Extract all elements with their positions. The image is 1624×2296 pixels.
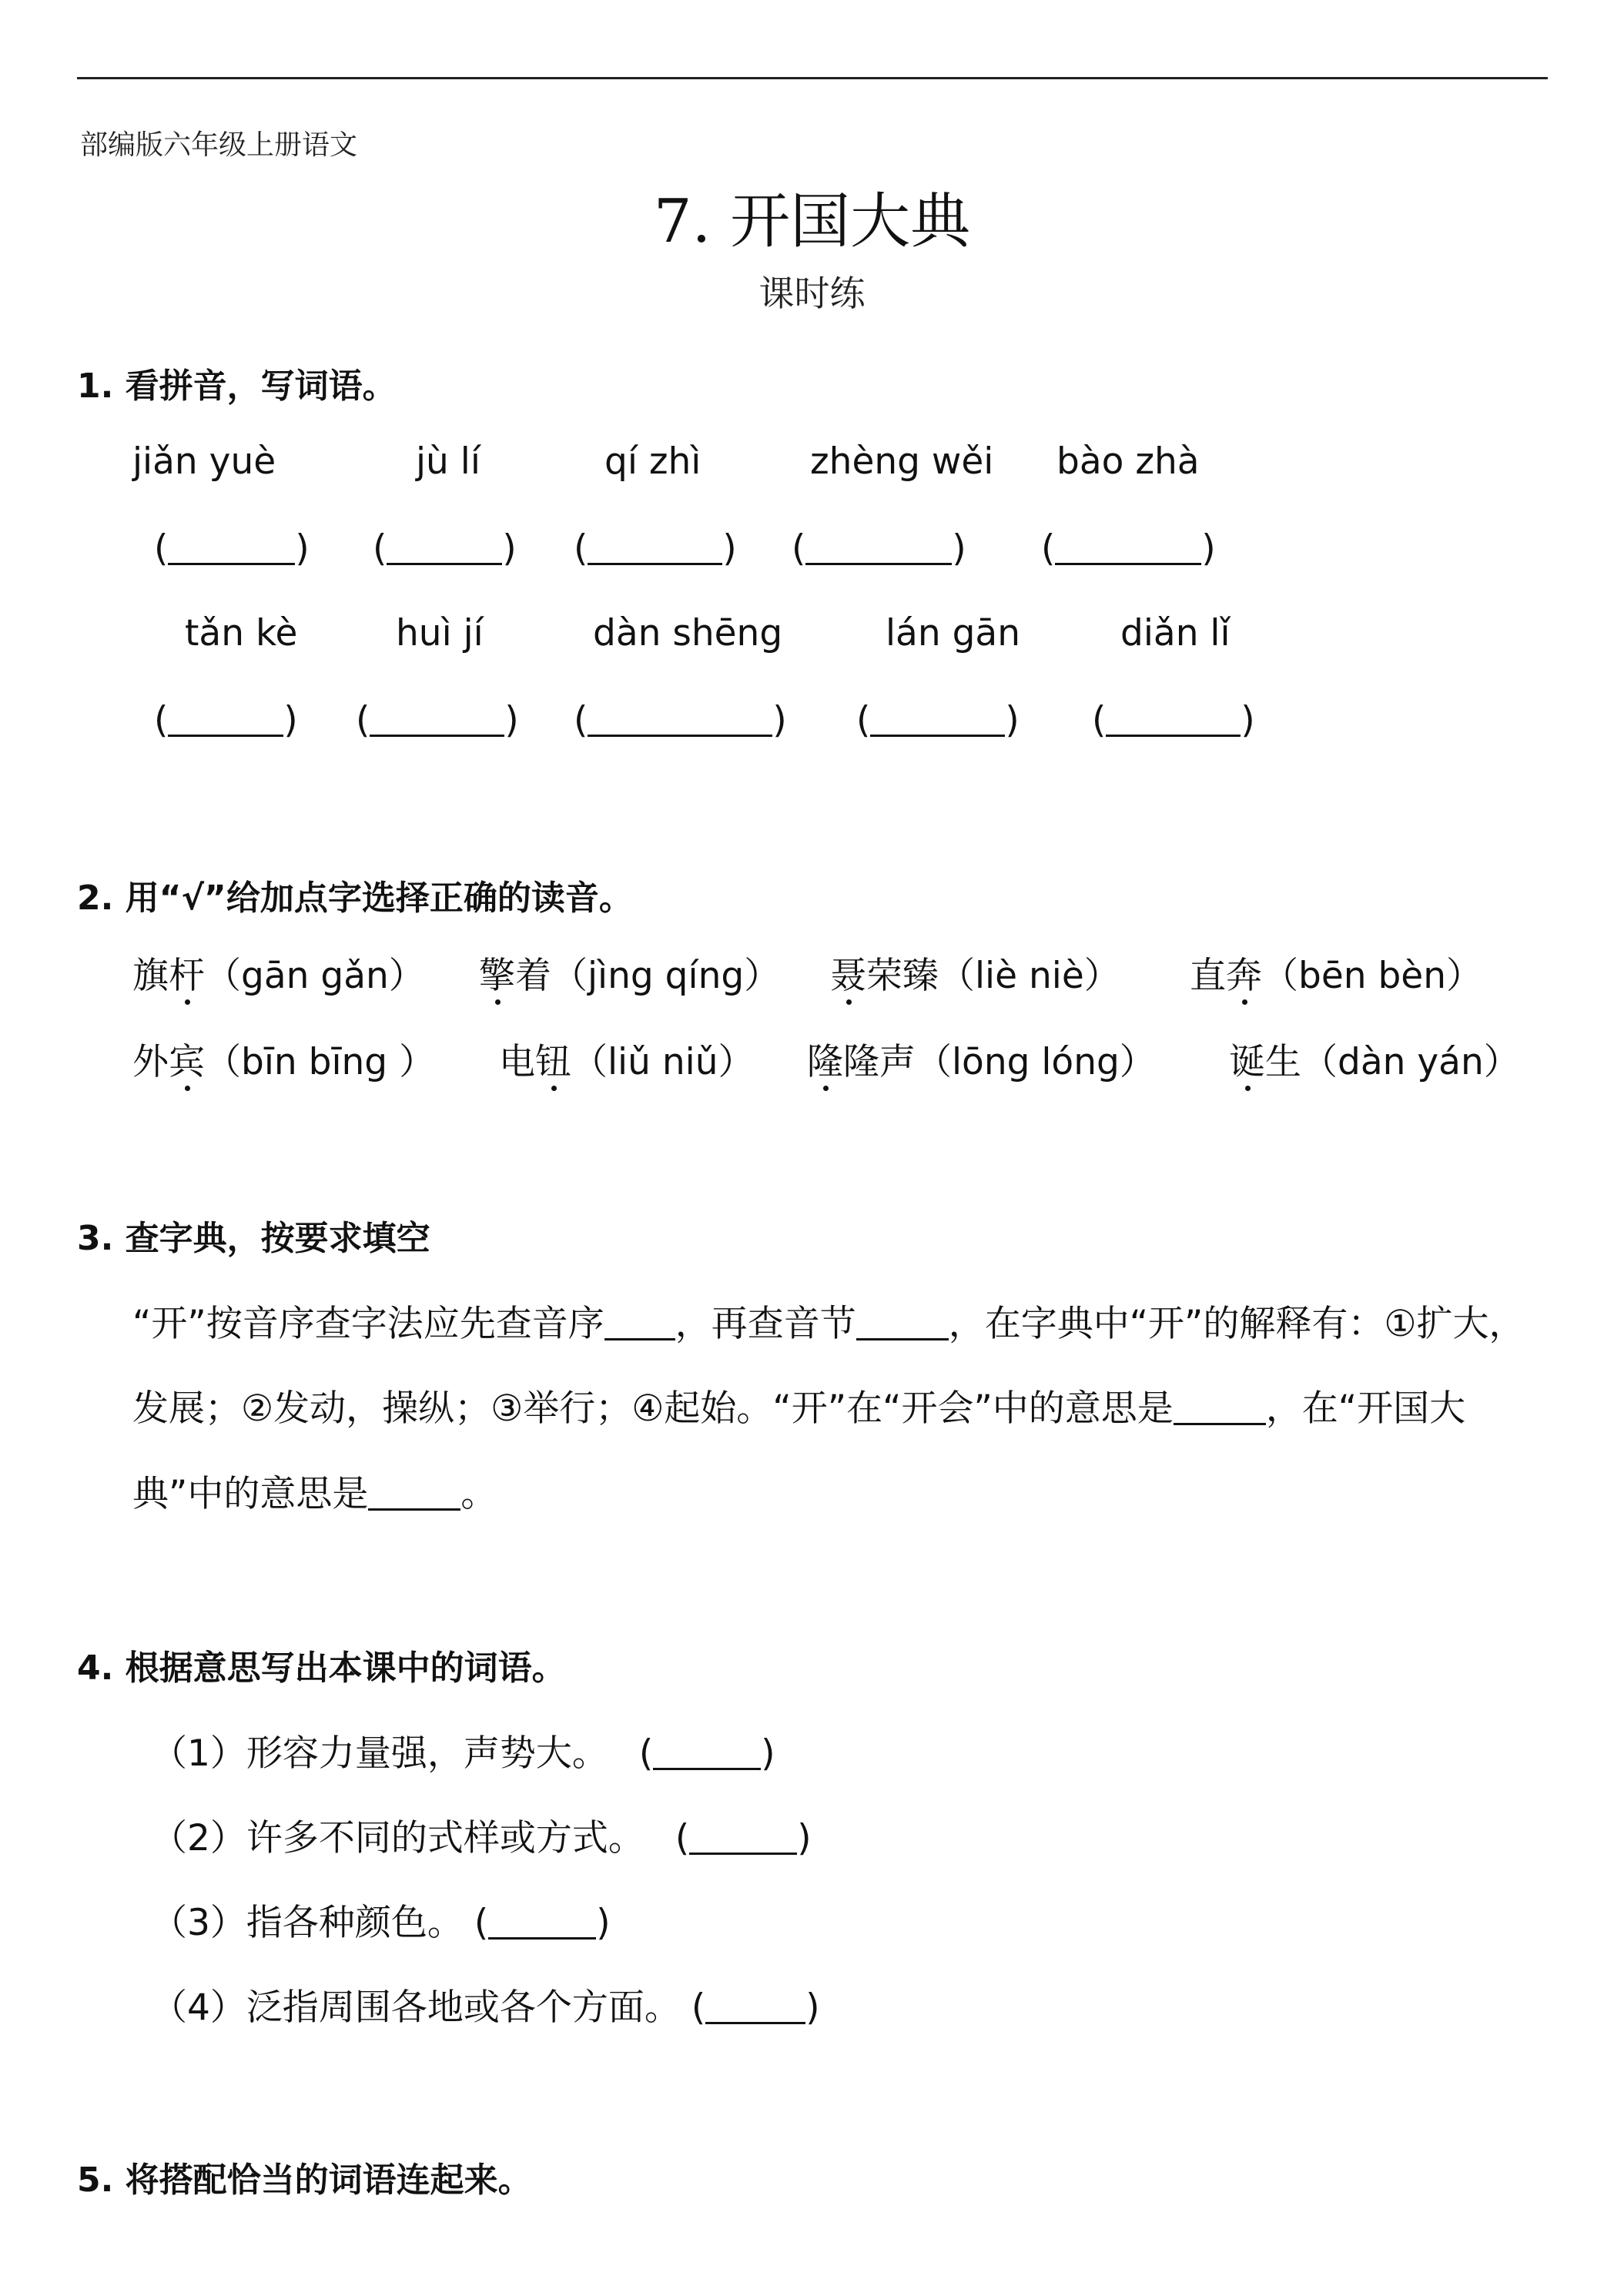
pinyin-5: bào zhà — [1056, 440, 1200, 483]
q3-paragraph-line-3: 典”中的意思是 。 — [132, 1473, 497, 1515]
answer-box-4[interactable] — [792, 527, 966, 570]
blank-kaiguo-meaning[interactable] — [368, 1474, 460, 1511]
paren-close: ) — [1241, 699, 1255, 741]
paren-open: ( — [1041, 527, 1056, 570]
pinyin-8: dàn shēng — [593, 612, 783, 654]
question-4-title: 4. 根据意思写出本课中的词语。 — [77, 1648, 566, 1688]
question-5-title: 5. 将搭配恰当的词语连起来。 — [77, 2160, 532, 2200]
pinyin-1: jiǎn yuè — [132, 440, 276, 483]
answer-blank[interactable] — [805, 529, 952, 565]
reading-options[interactable]: （bēn bèn） — [1262, 955, 1483, 997]
blank-yinjie[interactable] — [856, 1304, 949, 1340]
q4-item-1: （1）形容力量强，声势大。 ( ) — [151, 1732, 775, 1775]
answer-blank[interactable] — [705, 1988, 805, 2024]
answer-blank[interactable] — [168, 529, 295, 565]
answer-blank[interactable] — [370, 701, 504, 737]
header-rule — [77, 77, 1548, 79]
answer-blank[interactable] — [588, 701, 772, 737]
textbook-label: 部编版六年级上册语文 — [80, 129, 358, 161]
paren-open: ( — [373, 527, 387, 570]
dotted-character: 宾 — [169, 1033, 205, 1085]
answer-box-7[interactable] — [356, 699, 519, 741]
answer-box-9[interactable] — [856, 699, 1020, 741]
answer-blank[interactable] — [488, 1903, 596, 1940]
reading-item-3: 聂荣臻（liè niè） — [830, 947, 1120, 999]
answer-blank[interactable] — [870, 701, 1005, 737]
blank-yinxu[interactable] — [604, 1304, 675, 1340]
answer-blank[interactable] — [1055, 529, 1201, 565]
reading-item-6: 电钮（liǔ niǔ） — [499, 1033, 754, 1085]
paren-open: ( — [792, 527, 806, 570]
dotted-character: 诞 — [1229, 1033, 1265, 1085]
answer-blank[interactable] — [1106, 701, 1241, 737]
reading-item-7: 隆隆声（lōng lóng） — [807, 1033, 1156, 1085]
pinyin-4: zhèng wěi — [810, 440, 994, 483]
paren-close: ) — [502, 527, 517, 570]
reading-item-5: 外宾（bīn bīng ） — [132, 1033, 435, 1085]
answer-box-3[interactable] — [574, 527, 737, 570]
reading-options[interactable]: （liǔ niǔ） — [571, 1041, 755, 1083]
lesson-title: 7. 开国大典 — [653, 187, 971, 256]
q4-item-2: （2）许多不同的式样或方式。 ( ) — [151, 1817, 812, 1859]
paren-close: ) — [1005, 699, 1020, 741]
answer-blank[interactable] — [588, 529, 722, 565]
answer-box-5[interactable] — [1041, 527, 1216, 570]
paren-close: ) — [772, 699, 787, 741]
dotted-character: 隆 — [807, 1033, 843, 1085]
reading-item-4: 直奔（bēn bèn） — [1190, 947, 1482, 999]
reading-item-8: 诞生（dàn yán） — [1229, 1033, 1520, 1085]
dotted-character: 钮 — [535, 1033, 571, 1085]
answer-box-1[interactable] — [154, 527, 310, 570]
dotted-character: 杆 — [169, 947, 205, 999]
answer-blank[interactable] — [387, 529, 502, 565]
pinyin-7: huì jí — [396, 612, 484, 654]
paren-open: ( — [856, 699, 871, 741]
paren-close: ) — [722, 527, 737, 570]
paren-open: ( — [356, 699, 370, 741]
q4-item-3: （3）指各种颜色。 ( ) — [151, 1902, 611, 1944]
paren-close: ) — [295, 527, 310, 570]
dotted-character: 奔 — [1226, 947, 1262, 999]
paren-open: ( — [154, 527, 169, 570]
reading-options[interactable]: （liè niè） — [939, 955, 1120, 997]
answer-box-10[interactable] — [1092, 699, 1255, 741]
question-2-title: 2. 用“√”给加点字选择正确的读音。 — [77, 879, 633, 918]
paren-open: ( — [574, 699, 588, 741]
blank-kaihui-meaning[interactable] — [1174, 1389, 1266, 1425]
paren-open: ( — [1092, 699, 1107, 741]
paren-open: ( — [574, 527, 588, 570]
pinyin-6: tǎn kè — [185, 612, 298, 654]
q4-item-4: （4）泛指周围各地或各个方面。 ( ) — [151, 1986, 820, 2029]
reading-item-1: 旗杆（gān gǎn） — [132, 947, 425, 999]
reading-item-2: 擎着（jìng qíng） — [479, 947, 780, 999]
dotted-character: 擎 — [479, 947, 515, 999]
answer-box-6[interactable] — [154, 699, 298, 741]
question-3-title: 3. 查字典，按要求填空 — [77, 1219, 430, 1258]
lesson-subtitle: 课时练 — [758, 273, 866, 314]
answer-blank[interactable] — [689, 1819, 797, 1855]
reading-options[interactable]: （jìng qíng） — [551, 955, 781, 997]
paren-close: ) — [1201, 527, 1216, 570]
paren-close: ) — [952, 527, 966, 570]
dotted-character: 聂 — [830, 947, 866, 999]
reading-options[interactable]: （dàn yán） — [1301, 1041, 1520, 1083]
q3-paragraph-line-2: 发展；②发动，操纵；③举行；④起始。“开”在“开会”中的意思是 ，在“开国大 — [132, 1387, 1466, 1430]
answer-box-8[interactable] — [574, 699, 787, 741]
pinyin-3: qí zhì — [604, 440, 702, 483]
answer-blank[interactable] — [168, 701, 283, 737]
pinyin-2: jù lí — [416, 440, 481, 483]
reading-options[interactable]: （lōng lóng） — [916, 1041, 1156, 1083]
answer-box-2[interactable] — [373, 527, 517, 570]
reading-options[interactable]: （bīn bīng ） — [205, 1041, 436, 1083]
pinyin-9: lán gān — [886, 612, 1021, 654]
question-1-title: 1. 看拼音，写词语。 — [77, 366, 397, 406]
reading-options[interactable]: （gān gǎn） — [205, 955, 425, 997]
paren-close: ) — [504, 699, 519, 741]
q3-paragraph-line-1: “开”按音序查字法应先查音序 ，再查音节 ，在字典中“开”的解释有：①扩大， — [132, 1303, 1525, 1345]
answer-blank[interactable] — [653, 1734, 761, 1770]
paren-close: ) — [283, 699, 298, 741]
paren-open: ( — [154, 699, 169, 741]
pinyin-10: diǎn lǐ — [1120, 612, 1231, 654]
